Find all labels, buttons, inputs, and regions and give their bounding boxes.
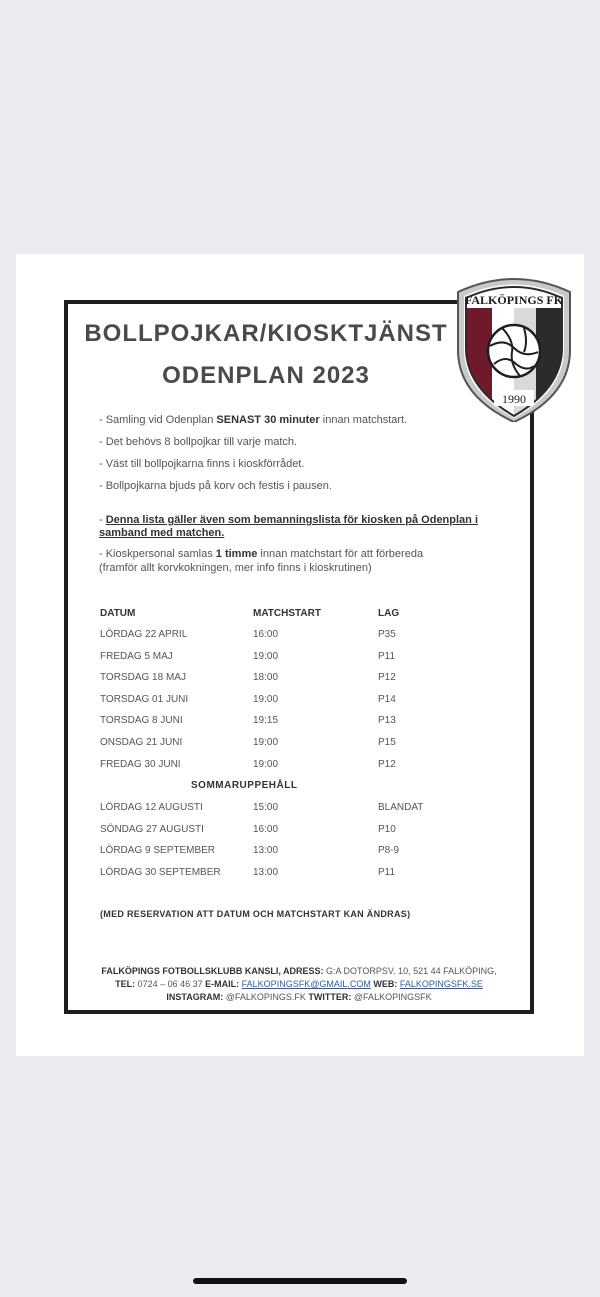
web-link[interactable]: FALKOPINGSFK.SE xyxy=(399,979,483,989)
row-date: TORSDAG 01 JUNI xyxy=(100,693,189,705)
row-date: FREDAG 30 JUNI xyxy=(100,758,181,770)
row-matchstart: 19:00 xyxy=(253,758,279,770)
row-matchstart: 16:00 xyxy=(253,823,279,835)
row-team: P10 xyxy=(378,823,396,835)
header-date: DATUM xyxy=(100,608,136,619)
row-date: SÖNDAG 27 AUGUSTI xyxy=(100,823,204,835)
row-date: ONSDAG 21 JUNI xyxy=(100,737,183,748)
row-team: P12 xyxy=(378,758,396,770)
poster-title-line1: BOLLPOJKAR/KIOSKTJÄNST xyxy=(84,320,448,347)
row-matchstart: 19:00 xyxy=(253,693,279,705)
row-date: LÖRDAG 12 AUGUSTI xyxy=(100,802,203,813)
kiosk-staff-gathering-detail: (framför allt korvkokningen, mer info finns i kioskrutinen) xyxy=(99,562,372,574)
row-team: P8-9 xyxy=(378,845,400,857)
row-matchstart: 19:15 xyxy=(253,715,279,727)
row-date: TORSDAG 18 MAJ xyxy=(100,672,186,684)
row-matchstart: 19:00 xyxy=(253,737,279,748)
kiosk-staff-gathering: - Kioskpersonal samlas 1 timme innan matchstart för att förbereda xyxy=(99,548,424,560)
info-line-1: - Samling vid Odenplan SENAST 30 minuter innan matchstart. xyxy=(99,414,408,426)
row-team: P35 xyxy=(378,629,396,640)
row-date: LÖRDAG 30 SEPTEMBER xyxy=(100,866,221,878)
row-team: P13 xyxy=(378,715,396,727)
row-team: P11 xyxy=(378,650,396,662)
row-date: LÖRDAG 22 APRIL xyxy=(100,629,188,640)
row-matchstart: 13:00 xyxy=(253,866,279,878)
row-team: P12 xyxy=(378,672,396,684)
row-date: FREDAG 5 MAJ xyxy=(100,650,173,662)
info-line-2: - Det behövs 8 bollpojkar till varje match. xyxy=(99,436,298,448)
row-matchstart: 15:00 xyxy=(253,802,279,813)
falkopings-fk-logo xyxy=(454,268,574,422)
header-matchstart: MATCHSTART xyxy=(253,608,321,619)
row-matchstart: 16:00 xyxy=(253,629,279,640)
row-team: P15 xyxy=(378,737,396,748)
row-team: P11 xyxy=(378,866,396,878)
info-line-4: - Bollpojkarna bjuds på korv och festis i pausen. xyxy=(99,480,332,492)
footer-social: INSTAGRAM: @FALKOPINGS.FK TWITTER: @FALKOPINGSFK xyxy=(166,992,432,1002)
reservation-note: (MED RESERVATION ATT DATUM OCH MATCHSTART KAN ÄNDRAS) xyxy=(100,909,411,919)
row-matchstart: 19:00 xyxy=(253,650,279,662)
logo-club-name: FALKÖPINGS FK xyxy=(464,293,564,307)
header-team: LAG xyxy=(378,608,400,619)
row-date: LÖRDAG 9 SEPTEMBER xyxy=(100,845,216,857)
summer-break-label: SOMMARUPPEHÅLL xyxy=(191,780,298,791)
poster-page xyxy=(16,254,584,1056)
footer-address: FALKÖPINGS FOTBOLLSKLUBB KANSLI, ADRESS: G:A DOTORPSV. 10, 521 44 FALKÖPING, xyxy=(101,966,497,976)
row-matchstart: 13:00 xyxy=(253,845,279,857)
home-indicator[interactable] xyxy=(193,1278,407,1284)
logo-year: 1990 xyxy=(502,392,526,406)
email-link[interactable]: FALKOPINGSFK@GMAIL.COM xyxy=(241,979,371,989)
row-team: BLANDAT xyxy=(378,802,424,813)
row-matchstart: 18:00 xyxy=(253,672,279,684)
poster-title-line2: ODENPLAN 2023 xyxy=(162,362,370,389)
kiosk-staffing-note: - Denna lista gäller även som bemanningslista för kiosken på Odenplan i samband med matchen. xyxy=(99,514,479,539)
row-team: P14 xyxy=(378,693,396,705)
football-icon xyxy=(488,325,540,377)
row-date: TORSDAG 8 JUNI xyxy=(100,715,183,727)
info-line-3: - Väst till bollpojkarna finns i kioskförrådet. xyxy=(99,458,305,470)
footer-contact: TEL: 0724 – 06 46 37 E-MAIL: FALKOPINGSFK@GMAIL.COM WEB: FALKOPINGSFK.SE xyxy=(115,979,483,989)
